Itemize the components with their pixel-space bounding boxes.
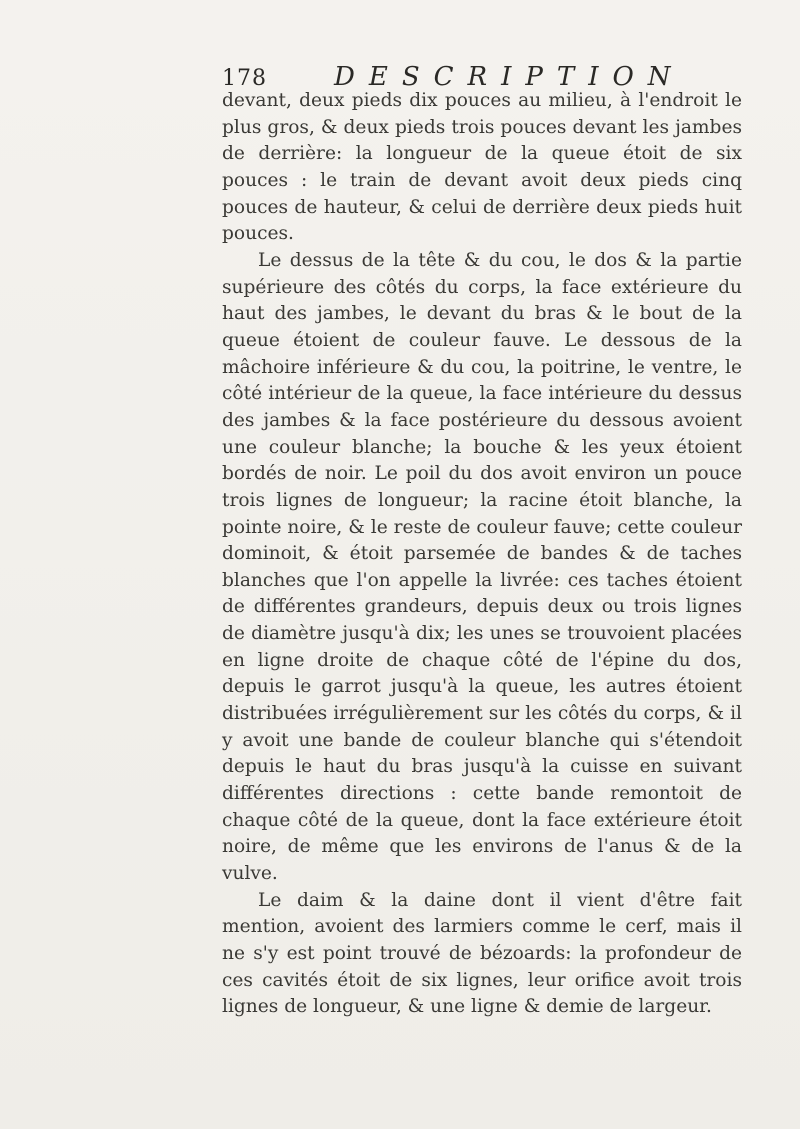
paragraph-coloration: Le dessus de la tête & du cou, le dos & la partie supérieure des côtés du corps, la face extérieure du haut des jambes, le devant du bras & le bout de la queue étoient de couleur fauve. Le dessous de la mâchoire inférieure & du cou, la poitrine, le ventre, le côté intérieur de la queue, la face intérieure du dessus des jambes & la face postérieure du dessous avoient une couleur blanche; la bouche & les yeux étoient bordés de noir. Le poil du dos avoit environ un pouce trois lignes de longueur; la racine étoit blanche, la pointe noire, & le reste de couleur fauve; cette couleur dominoit, & étoit parsemée de bandes & de taches blanches que l'on appelle la livrée: ces taches étoient de différentes grandeurs, depuis deux ou trois lignes de diamètre jusqu'à dix; les unes se trouvoient placées en ligne droite de chaque côté de l'épine du dos, depuis le garrot jusqu'à la queue, les autres étoient distribuées irrégulièrement sur les côtés du corps, & il y avoit une bande de couleur blanche qui s'étendoit depuis le haut du bras jusqu'à la cuisse en suivant différentes directions : cette bande remontoit de chaque côté de la queue, dont la face extérieure étoit noire, de même que les environs de l'anus & de la vulve. bbox=[222, 249, 742, 885]
paragraph-larmiers: Le daim & la daine dont il vient d'être fait mention, avoient des larmiers comme le cerf, mais il ne s'y est point trouvé de bézoards: la profondeur de ces cavités étoit de six lignes, leur orifice avoit trois lignes de longueur, & une ligne & demie de largeur. bbox=[222, 889, 742, 1018]
running-title: DESCRIPTION bbox=[334, 62, 685, 92]
paragraph-continuation: devant, deux pieds dix pouces au milieu, à l'endroit le plus gros, & deux pieds trois pouces devant les jambes de derrière: la longueur de la queue étoit de six pouces : le train de devant avoit deux pieds cinq pouces de hauteur, & celui de derrière deux pieds huit pouces. bbox=[222, 90, 742, 245]
page-number: 178 bbox=[222, 66, 267, 91]
body-text bbox=[222, 88, 742, 1021]
